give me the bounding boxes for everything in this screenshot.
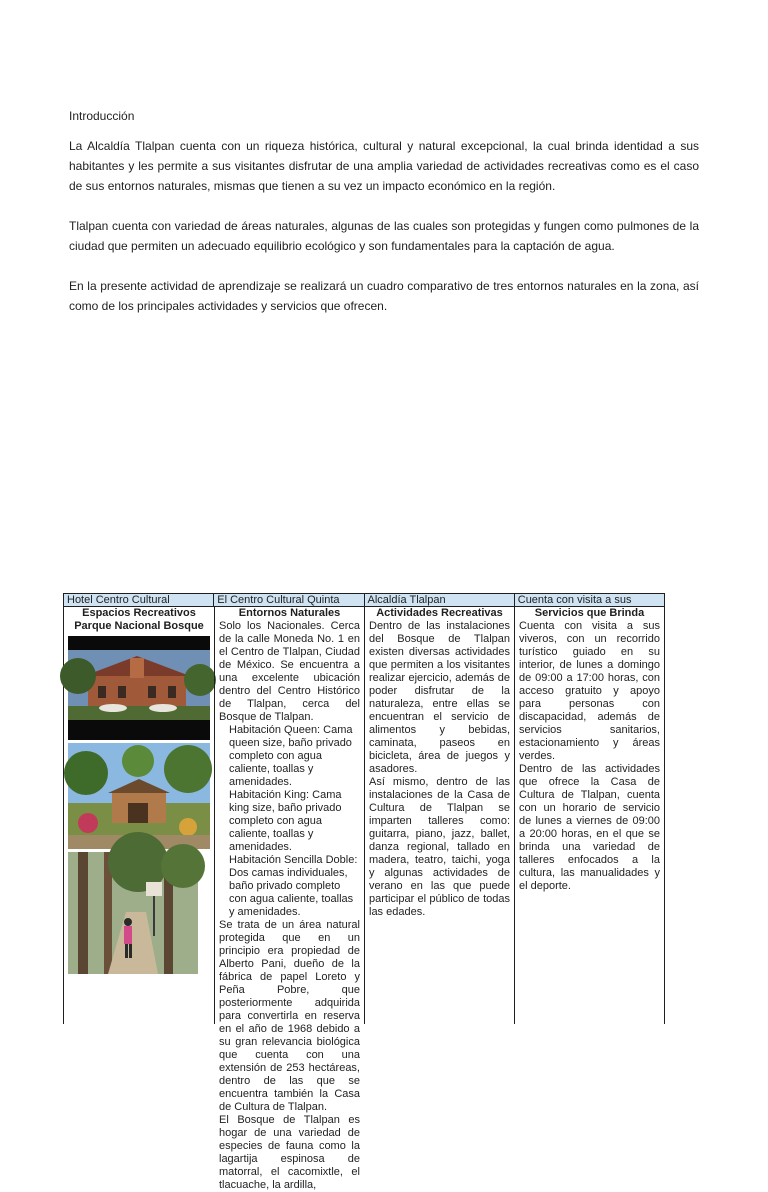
table-header-cell-1: Hotel Centro Cultural	[67, 594, 170, 606]
introduction-heading: Introducción	[69, 109, 135, 123]
room-double: Habitación Sencilla Doble: Dos camas individuales, baño privado completo con agua caliente, toallas y amenidades.	[229, 854, 358, 918]
comparison-table	[63, 593, 665, 1191]
services-text-1: Cuenta con visita a sus viveros, con un recorrido turístico guiado en su interior, de lunes a domingo de 09:00 a 17:00 horas, con acceso gratuito y apoyo para personas con discapacidad, además de servicios sanitarios, estacionamiento y áreas verdes.	[519, 620, 660, 762]
recreational-activities-text-1: Dentro de las instalaciones del Bosque de Tlalpan existen diversas actividades que permiten a los visitantes realizar ejercicio, además de poder disfrutar de la naturaleza, entre ellas se encuentran el servicio de alimentos y bebidas, caminata, paseos en bicicleta, área de juegos y asadores.	[369, 620, 510, 775]
recreational-spaces-title: Espacios Recreativos	[82, 607, 196, 619]
services-title: Servicios que Brinda	[534, 607, 645, 619]
services-text-2: Dentro de las actividades que ofrece la Casa de Cultura de Tlalpan, cuenta con un horario de servicio de lunes a viernes de 09:00 a 20:00 horas, en el que se brinda una variedad de talleres enfocados a la cultura, las manualidades y el deporte.	[519, 763, 660, 892]
recreational-activities-column	[364, 607, 514, 1024]
room-king: Habitación King: Cama king size, baño privado completo con agua caliente, toallas y amenidades.	[229, 789, 342, 853]
park-trail-photo	[68, 852, 198, 974]
natural-environments-title: Entornos Naturales	[238, 607, 341, 619]
introduction-section	[69, 106, 699, 336]
table-header-cell-2: El Centro Cultural Quinta	[213, 594, 363, 606]
recreational-activities-title: Actividades Recreativas	[376, 607, 503, 619]
intro-paragraph-3: En la presente actividad de aprendizaje se realizará un cuadro comparativo de tres entornos naturales en la zona, así como de los principales actividades y servicios que ofrecen.	[69, 279, 699, 313]
park-name: Parque Nacional Bosque	[74, 620, 204, 632]
table-header-cell-4: Cuenta con visita a sus	[514, 594, 664, 606]
room-queen: Habitación Queen: Cama queen size, baño privado completo con agua caliente, toallas y amenidades.	[229, 724, 353, 788]
intro-paragraph-2: Tlalpan cuenta con variedad de áreas naturales, algunas de las cuales son protegidas y fungen como pulmones de la ciudad que permiten un adecuado equilibrio ecológico y son fundamentales para la captación de agua.	[69, 219, 699, 253]
hotel-building-photo	[68, 636, 210, 740]
table-header-row	[63, 593, 665, 607]
natural-environments-text-1: Solo los Nacionales. Cerca de la calle Moneda No. 1 en el Centro de Tlalpan, Ciudad de México. Se encuentra a una excelente ubicación dentro del Centro Histórico de Tlalpan, cerca del Bosque de Tlalpan.	[219, 620, 360, 723]
recreational-spaces-column	[64, 607, 214, 1024]
intro-paragraph-1: La Alcaldía Tlalpan cuenta con un riqueza histórica, cultural y natural excepcional, la cual brinda identidad a sus habitantes y les permite a sus visitantes disfrutar de una amplia variedad de actividades recreativas como es el caso de sus entornos naturales, mismas que tienen a su vez un impacto económico en la región.	[69, 139, 699, 193]
natural-environments-column	[214, 607, 364, 1191]
services-column	[514, 607, 664, 1024]
table-header-cell-3: Alcaldía Tlalpan	[364, 594, 514, 606]
room-list	[219, 724, 360, 919]
recreational-activities-text-2: Así mismo, dentro de las instalaciones de la Casa de Cultura de Tlalpan se imparten talleres como: guitarra, piano, jazz, ballet, danza regional, tallado en madera, teatro, taichi, yoga y algunas actividades de verano en las que puede participar el público de todas las edades.	[369, 776, 510, 918]
natural-environments-text-3: El Bosque de Tlalpan es hogar de una variedad de especies de fauna como la lagartija espinosa de matorral, el cacomixtle, el tlacuache, la ardilla,	[219, 1114, 360, 1191]
table-body-row	[63, 607, 665, 1191]
natural-environments-text-2: Se trata de un área natural protegida que en un principio era propiedad de Alberto Pani, dueño de la fábrica de papel Loreto y Peña Pobre, que posteriormente adquirida para convertirla en reserva en el año de 1968 debido a su gran relevancia biológica que cuenta con una extensión de 253 hectáreas, dentro de las que se encuentra también la Casa de Cultura de Tlalpan.	[219, 919, 360, 1113]
